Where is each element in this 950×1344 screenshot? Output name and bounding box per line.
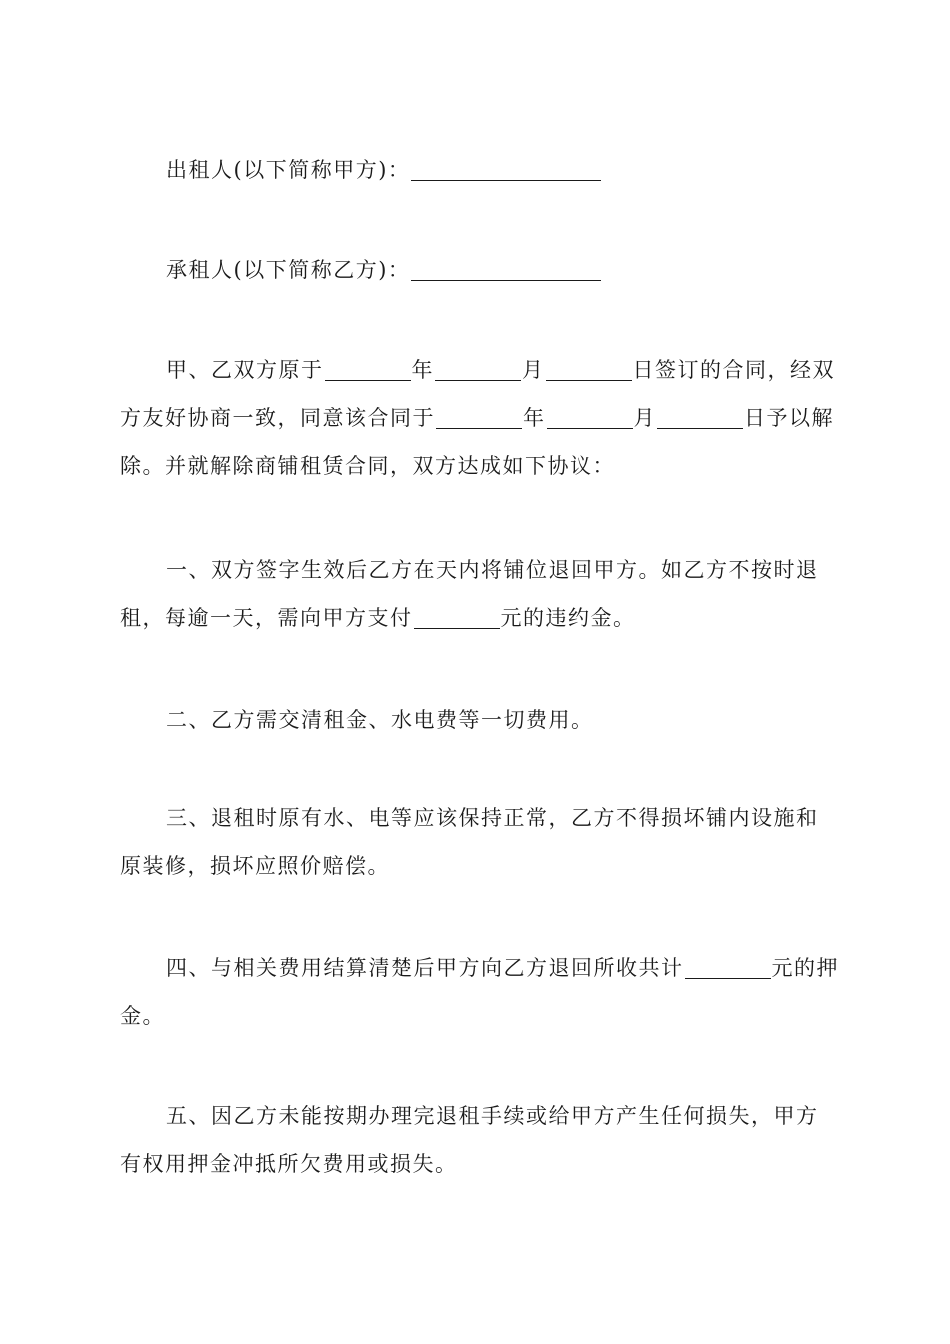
clause-4-suffix: 元的押金。: [120, 956, 839, 1028]
intro-month-1: 月: [522, 358, 545, 382]
clause-1: [120, 546, 840, 642]
intro-year-2: 年: [523, 406, 546, 430]
intro-paragraph: [120, 346, 840, 490]
termination-year-blank[interactable]: [436, 404, 522, 429]
clause-3: [120, 794, 840, 890]
clause-5: [120, 1092, 840, 1188]
clause-1-text: 一、双方签字生效后乙方在天内将铺位退回甲方。如乙方不按时退租，每逾一天，需向甲方支付: [120, 558, 819, 630]
intro-text-1: 甲、乙双方原于: [166, 358, 324, 382]
clause-2: [120, 696, 840, 744]
lessor-name-blank[interactable]: [411, 156, 601, 181]
lessee-name-blank[interactable]: [411, 256, 601, 281]
lessor-line: [120, 146, 840, 194]
clause-2-text: 二、乙方需交清租金、水电费等一切费用。: [166, 708, 594, 732]
clause-4-text: 四、与相关费用结算清楚后甲方向乙方退回所收共计: [166, 956, 684, 980]
lessee-label: 承租人(以下简称乙方)：: [166, 258, 411, 282]
original-day-blank[interactable]: [546, 356, 632, 381]
clause-1-suffix: 元的违约金。: [500, 606, 636, 630]
clause-3-text: 三、退租时原有水、电等应该保持正常，乙方不得损坏铺内设施和原装修，损坏应照价赔偿。: [120, 806, 819, 878]
intro-month-2: 月: [633, 406, 656, 430]
intro-text-3: 日予以解除。并就解除商铺租赁合同，双方达成如下协议：: [120, 406, 834, 478]
intro-text-2: 日签订的合同，经双方友好协商一致，同意该合同于: [120, 358, 835, 430]
clause-4: [120, 944, 840, 1040]
lessor-label: 出租人(以下简称甲方)：: [166, 158, 411, 182]
original-month-blank[interactable]: [435, 356, 521, 381]
lessee-line: [120, 246, 840, 294]
intro-year-1: 年: [411, 358, 434, 382]
penalty-amount-blank[interactable]: [414, 604, 500, 629]
clause-5-text: 五、因乙方未能按期办理完退租手续或给甲方产生任何损失，甲方有权用押金冲抵所欠费用或损失。: [120, 1104, 819, 1176]
termination-day-blank[interactable]: [657, 404, 743, 429]
deposit-amount-blank[interactable]: [685, 954, 771, 979]
termination-month-blank[interactable]: [547, 404, 633, 429]
original-year-blank[interactable]: [325, 356, 411, 381]
